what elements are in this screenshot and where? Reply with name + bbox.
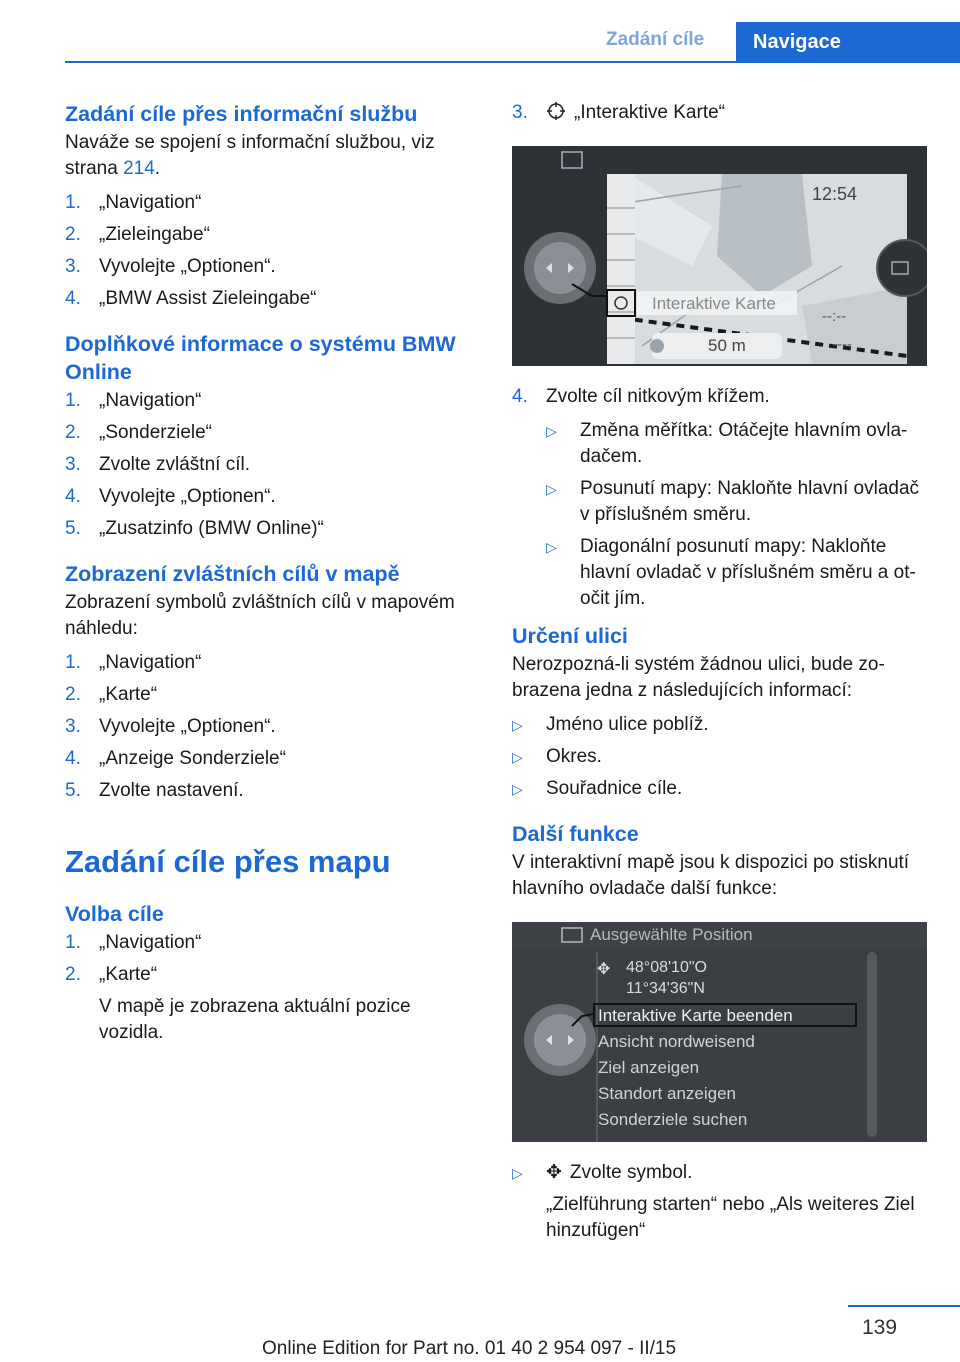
menu-coord-1: 48°08'10"O: [626, 959, 707, 976]
menu-item-show-target[interactable]: Ziel anzeigen: [598, 1058, 700, 1077]
heading-more-functions: Další funkce: [512, 822, 639, 846]
list-item: 2. „Sonderziele“: [65, 422, 212, 443]
step4-sublist: [546, 418, 927, 612]
page-number: 139: [862, 1316, 898, 1339]
list-street: [512, 712, 927, 802]
header-tab: Navigace: [736, 22, 960, 62]
list-note: V mapě je zobrazena aktuální pozice vozidla.: [99, 996, 411, 1043]
list-item: 4. „BMW Assist Zieleingabe“: [65, 288, 317, 309]
list-poi-map: [65, 650, 480, 804]
crosshair-icon: [546, 101, 566, 121]
heading-poi-map: Zobrazení zvláštních cílů v mapě: [65, 562, 400, 586]
map-time: 12:54: [812, 184, 858, 204]
list-item: ▷ Změna měřítka: Otáčejte hlavním ovladačem.: [546, 420, 908, 467]
right-column: [512, 100, 927, 1262]
menu-target-icon: ✥: [597, 961, 611, 978]
list-item: 2. „Karte“ V mapě je zobrazena aktuální pozice vozidla.: [65, 962, 480, 1046]
page-link[interactable]: 214: [123, 158, 155, 179]
left-column: [65, 100, 480, 1064]
list-item: 1. „Navigation“: [65, 390, 202, 411]
list-item: 1. „Navigation“: [65, 652, 202, 673]
target-symbol-icon: ✥: [546, 1162, 562, 1183]
symbol-note: „Zielführung starten“ nebo „Als weiteres Ziel hinzufügen“: [546, 1194, 915, 1241]
list-item: 5. „Zusatzinfo (BMW Online)“: [65, 518, 324, 539]
list-item: ▷ ✥ Zvolte symbol. „Zielführung starten“ nebo „Als weiteres Ziel hinzufügen“: [512, 1160, 927, 1244]
header-section: Zadání cíle: [606, 29, 705, 50]
list-item: 4. Zvolte cíl nitkovým křížem. ▷ Změna měřítka: Otáčejte hlavním ovladačem. ▷ Posunutí mapy: Nakloňte hlavní ovladač v příslušném směru. ▷ Diagonální posunutí mapy: Nakloňte hlavní ovladač v příslušném směru a otočit jím.: [512, 384, 927, 612]
list-item: 2. „Karte“: [65, 684, 158, 705]
list-select-destination: [65, 930, 480, 1046]
heading-info-service: Zadání cíle přes informační službu: [65, 102, 418, 126]
more-functions-text: V interaktivní mapě jsou k dispozici po stisknutí hlavního ovladače další funkce:: [512, 852, 910, 899]
heading-map-destination: Zadání cíle přes mapu: [65, 844, 391, 879]
map-label: Interaktive Karte: [652, 294, 776, 313]
menu-item-search-poi[interactable]: Sonderziele suchen: [598, 1110, 748, 1129]
list-step4: [512, 384, 927, 612]
list-item: 3. Zvolte zvláštní cíl.: [65, 454, 250, 475]
menu-item-show-location[interactable]: Standort anzeigen: [598, 1084, 736, 1103]
menu-item-north[interactable]: Ansicht nordweisend: [598, 1032, 755, 1051]
info-service-text: Naváže se spojení s informační službou, viz strana 214.: [65, 132, 435, 179]
header-rule: [65, 61, 960, 63]
list-info-service: [65, 190, 480, 312]
heading-bmw-online: Doplňkové informace o systému BMW Online: [65, 332, 456, 384]
list-item: 2. „Zieleingabe“: [65, 224, 210, 245]
map-scale: 50 m: [708, 336, 746, 355]
menu-title: Ausgewählte Position: [590, 925, 753, 944]
map-eta: --:--: [822, 308, 847, 325]
interactive-map-screenshot: [512, 146, 927, 366]
list-item: 3. „Interaktive Karte“: [512, 102, 725, 123]
poi-map-text: Zobrazení symbolů zvláštních cílů v mapovém náhledu:: [65, 592, 455, 639]
list-item: 1. „Navigation“: [65, 932, 202, 953]
list-item: 3. Vyvolejte „Optionen“.: [65, 716, 276, 737]
list-item: ▷ Okres.: [512, 746, 602, 767]
list-item: ▷ Souřadnice cíle.: [512, 778, 683, 799]
selected-position-screenshot: [512, 922, 927, 1142]
list-item: ▷ Jméno ulice poblíž.: [512, 714, 709, 735]
list-item: 1. „Navigation“: [65, 192, 202, 213]
menu-item-exit[interactable]: Interaktive Karte beenden: [598, 1006, 793, 1025]
footer-text: Online Edition for Part no. 01 40 2 954 097 - II/15: [262, 1338, 677, 1359]
list-item: 3. Vyvolejte „Optionen“.: [65, 256, 276, 277]
list-item: 5. Zvolte nastavení.: [65, 780, 244, 801]
menu-coord-2: 11°34'36"N: [626, 980, 705, 997]
map-distance: ----: [832, 336, 852, 353]
list-step3: [512, 100, 927, 126]
footer-rule: [848, 1305, 960, 1307]
list-item: ▷ Posunutí mapy: Nakloňte hlavní ovladač v příslušném směru.: [546, 478, 920, 525]
heading-select-destination: Volba cíle: [65, 902, 164, 926]
list-bmw-online: [65, 388, 480, 542]
list-symbol: [512, 1160, 927, 1244]
page-header: [0, 0, 960, 62]
list-item: ▷ Diagonální posunutí mapy: Nakloňte hlavní ovladač v příslušném směru a otočit jím.: [546, 536, 916, 609]
list-item: 4. Vyvolejte „Optionen“.: [65, 486, 276, 507]
street-text: Nerozpozná-li systém žádnou ulici, bude zobrazena jedna z následujících informací:: [512, 654, 885, 701]
heading-street: Určení ulici: [512, 624, 628, 648]
list-item: 4. „Anzeige Sonderziele“: [65, 748, 286, 769]
